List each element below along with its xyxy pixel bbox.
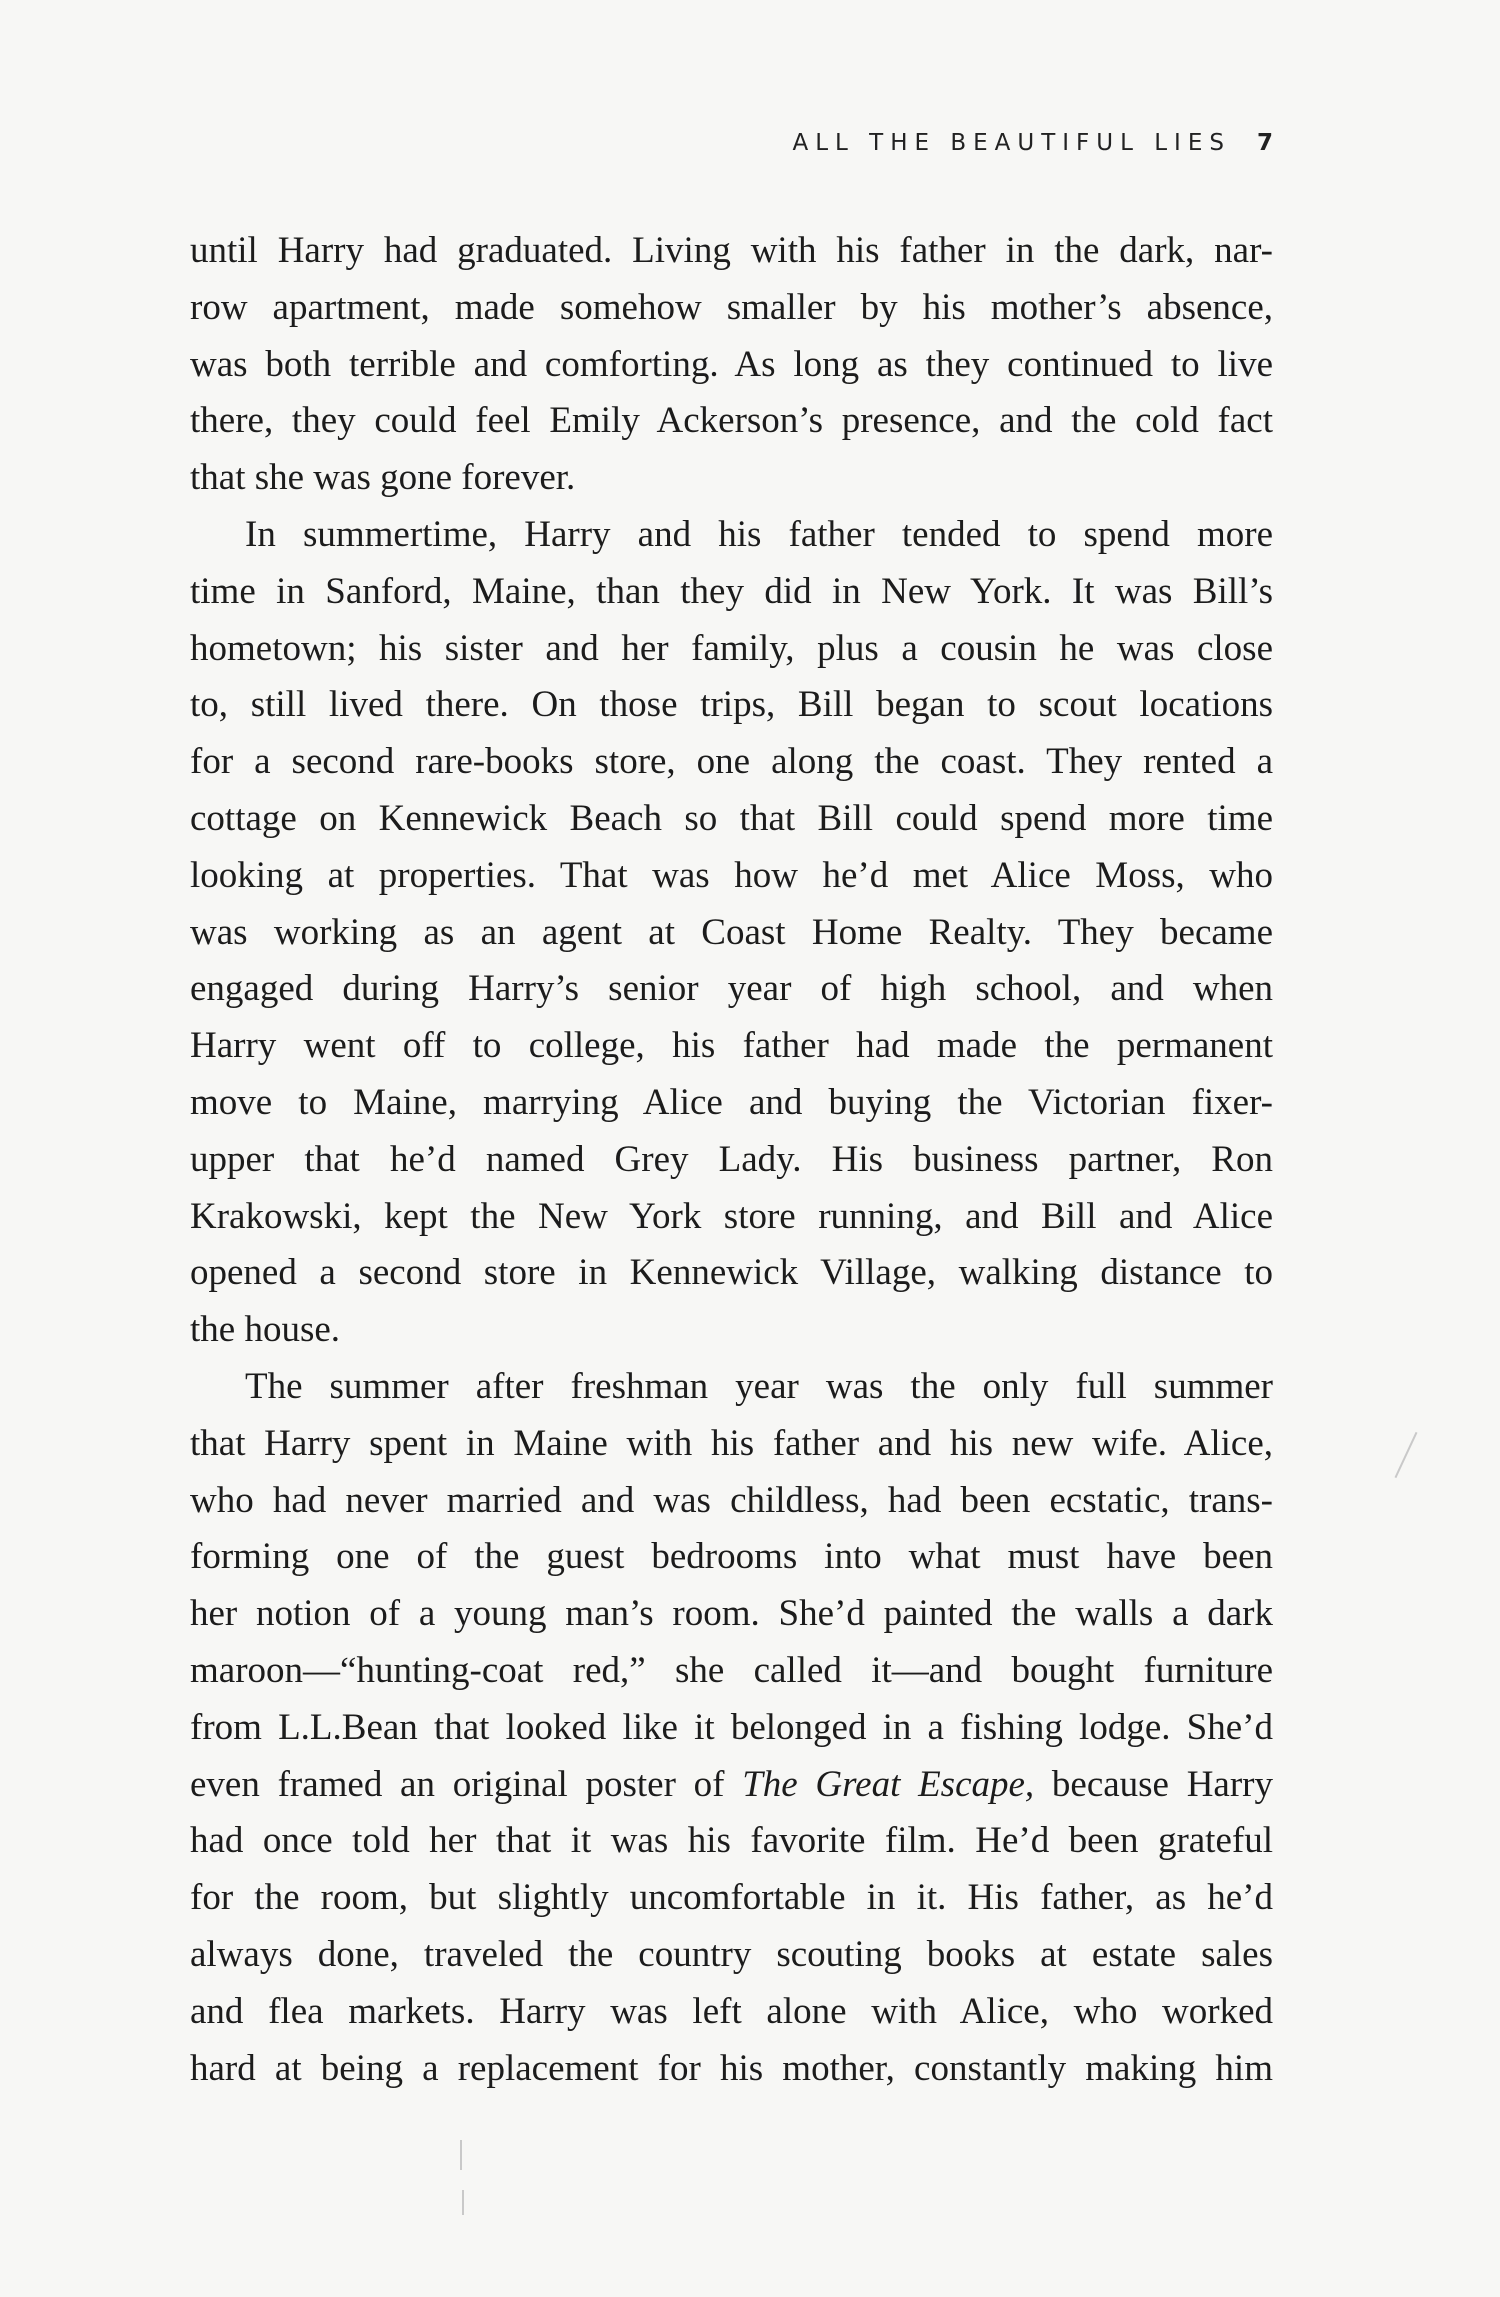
text-line-with-title: [190, 1757, 1273, 1814]
text-line: the house.: [190, 1309, 341, 1351]
text-line: upper that he’d named Grey Lady. His business partner, Ron: [190, 1138, 1273, 1180]
text-line: for the room, but slightly uncomfortable in it. His father, as he’d: [190, 1877, 1273, 1919]
scan-mark: [460, 2140, 462, 2170]
text-line: forming one of the guest bedrooms into what must have been: [190, 1536, 1273, 1578]
body-text: [190, 223, 1273, 2097]
text-line: The summer after freshman year was the only full summer: [245, 1365, 1273, 1407]
scan-mark: [1395, 1432, 1418, 1478]
text-line: to, still lived there. On those trips, Bill began to scout locations: [190, 684, 1273, 726]
text-line: In summertime, Harry and his father tended to spend more: [245, 513, 1273, 555]
text-line: opened a second store in Kennewick Village, walking distance to: [190, 1252, 1273, 1294]
page-number: 7: [1256, 130, 1273, 156]
film-title: The Great Escape,: [742, 1763, 1035, 1805]
text-line: who had never married and was childless, had been ecstatic, trans-: [190, 1479, 1273, 1521]
text-line: until Harry had graduated. Living with his father in the dark, nar-: [190, 230, 1273, 271]
text-line: engaged during Harry’s senior year of high school, and when: [190, 968, 1273, 1010]
running-head: [190, 130, 1273, 170]
text-line: was both terrible and comforting. As long as they continued to live: [190, 343, 1273, 385]
text-line: for a second rare-books store, one along the coast. They rented a: [190, 741, 1273, 783]
text-line: had once told her that it was his favorite film. He’d been grateful: [190, 1820, 1273, 1862]
text-line: hometown; his sister and her family, plus a cousin he was close: [190, 627, 1273, 669]
paragraph-2: [190, 507, 1273, 1359]
text-line: that she was gone forever.: [190, 457, 576, 499]
paragraph-3: [190, 1359, 1273, 2097]
running-title: ALL THE BEAUTIFUL LIES: [792, 130, 1231, 156]
text-fragment: even framed an original poster of: [190, 1763, 743, 1805]
text-line: move to Maine, marrying Alice and buying the Victorian fixer-: [190, 1081, 1273, 1123]
text-line: and flea markets. Harry was left alone with Alice, who worked: [190, 1990, 1273, 2032]
text-line: looking at properties. That was how he’d met Alice Moss, who: [190, 854, 1273, 896]
text-line: Harry went off to college, his father had made the permanent: [190, 1025, 1273, 1067]
text-line: hard at being a replacement for his mother, constantly making him: [190, 2047, 1273, 2089]
text-line: always done, traveled the country scouting books at estate sales: [190, 1933, 1273, 1975]
text-line: there, they could feel Emily Ackerson’s presence, and the cold fact: [190, 400, 1273, 442]
text-line: that Harry spent in Maine with his father and his new wife. Alice,: [190, 1422, 1273, 1464]
text-line: cottage on Kennewick Beach so that Bill could spend more time: [190, 797, 1273, 839]
text-line: time in Sanford, Maine, than they did in New York. It was Bill’s: [190, 570, 1273, 612]
text-line: from L.L.Bean that looked like it belonged in a fishing lodge. She’d: [190, 1706, 1273, 1748]
text-line: was working as an agent at Coast Home Realty. They became: [190, 911, 1273, 953]
text-fragment: because Harry: [1034, 1763, 1273, 1805]
paragraph-1: [190, 223, 1273, 507]
scan-mark: [462, 2190, 464, 2215]
text-line: Krakowski, kept the New York store running, and Bill and Alice: [190, 1195, 1273, 1237]
text-line: row apartment, made somehow smaller by his mother’s absence,: [190, 286, 1273, 328]
text-line: her notion of a young man’s room. She’d painted the walls a dark: [190, 1593, 1273, 1635]
text-line: maroon—“hunting-coat red,” she called it—and bought furniture: [190, 1649, 1273, 1691]
